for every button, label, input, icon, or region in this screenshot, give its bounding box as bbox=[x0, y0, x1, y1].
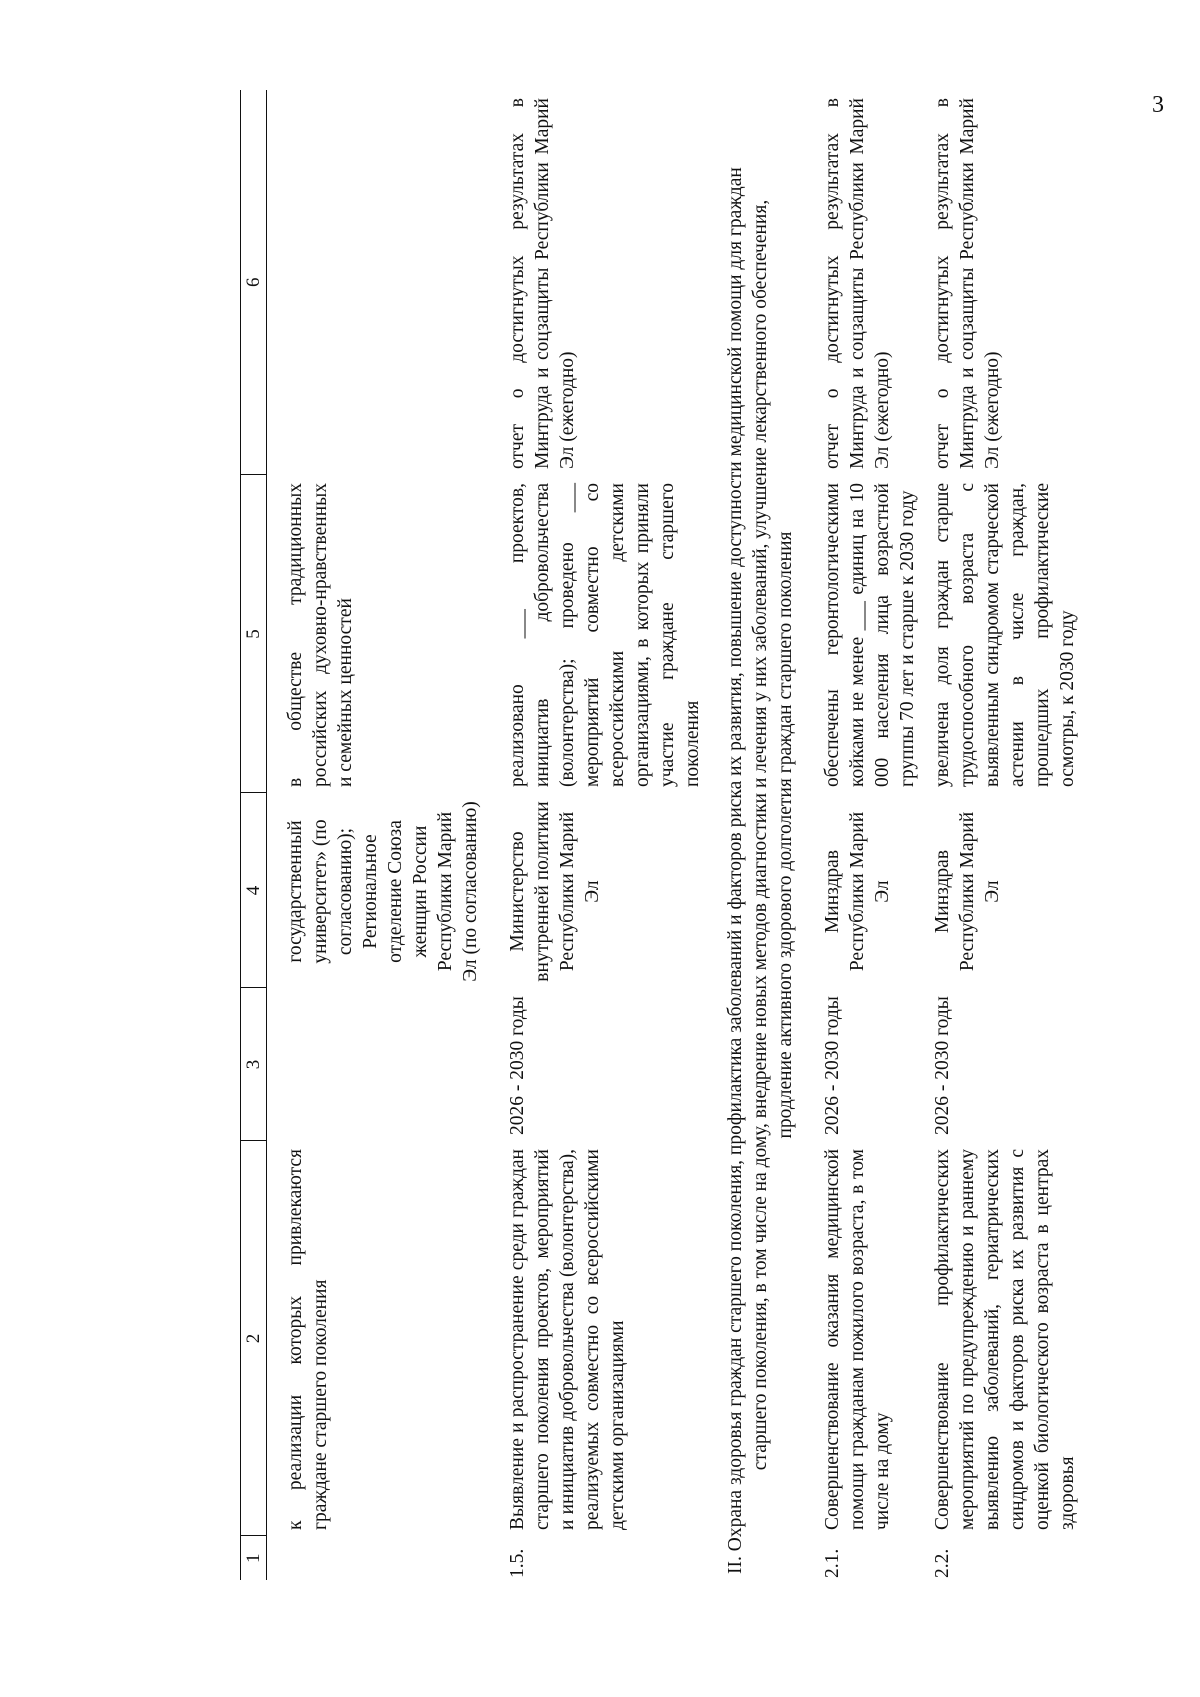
column-header-1: 1 bbox=[241, 1536, 267, 1580]
action-cell: Совершенствование оказания медицинской помощи гражданам пожилого возраста, в том числе на дому bbox=[822, 1149, 893, 1530]
result-cell: увеличена доля граждан старше трудоспособного возраста с выявленным синдромом старческой астении в числе граждан, прошедших профилактические осмотры, к 2030 году bbox=[932, 483, 1078, 787]
section-heading-line-1: II. Охрана здоровья граждан старшего поколения, профилактика заболеваний и факторов риска их развития, повышение доступности медицинской помощи для граждан bbox=[725, 167, 746, 1574]
result-cell: в обществе традиционных российских духовно-нравственных и семейных ценностей bbox=[285, 483, 356, 787]
period-cell: 2026 - 2030 годы bbox=[507, 996, 528, 1135]
table-row bbox=[483, 90, 705, 1580]
action-cell: Совершенствование профилактических мероприятий по предупреждению и раннему выявлению заболеваний, гериатрических синдромов и факторов риска их развития с оценкой биологического возраста в центрах здоровья bbox=[932, 1149, 1078, 1530]
column-header-6: 6 bbox=[241, 90, 267, 475]
executor-cell: государственный университет» (по согласованию); Региональное отделение Союза женщин России Республики Марий Эл (по согласованию) bbox=[285, 801, 481, 982]
period-cell: 2026 - 2030 годы bbox=[932, 996, 953, 1135]
section-heading bbox=[705, 90, 810, 1580]
report-cell bbox=[267, 90, 484, 475]
row-number bbox=[267, 1536, 484, 1580]
action-plan-table bbox=[240, 90, 1080, 1580]
row-number: 1.5. bbox=[507, 1548, 528, 1578]
column-header-5: 5 bbox=[241, 475, 267, 793]
row-number: 2.2. bbox=[932, 1548, 953, 1578]
column-header-4: 4 bbox=[241, 793, 267, 988]
section-heading-line-3: продление активного здорового долголетия граждан старшего поколения bbox=[775, 531, 796, 1139]
section-heading-line-2: старшего поколения, в том числе на дому, внедрение новых методов диагностики и лечения у них заболеваний, улучшение лекарственного обеспечения, bbox=[750, 199, 771, 1471]
result-cell: реализовано ___ проектов, инициатив добровольчества (волонтерства); проведено ___ мероприятий совместно со всероссийскими детскими организациями, в которых приняли участие граждане старшего поколения bbox=[507, 483, 703, 787]
report-cell: отчет о достигнутых результатах в Минтруда и соцзащиты Республики Марий Эл (ежегодно) bbox=[507, 98, 578, 469]
table-header-row bbox=[241, 90, 267, 1580]
report-cell: отчет о достигнутых результатах в Минтруда и соцзащиты Республики Марий Эл (ежегодно) bbox=[822, 98, 893, 469]
section-heading-row bbox=[705, 90, 810, 1580]
action-cell: к реализации которых привлекаются граждане старшего поколения bbox=[285, 1149, 331, 1530]
page-number: 3 bbox=[1152, 92, 1164, 118]
executor-cell: Минздрав Республики Марий Эл bbox=[932, 811, 1003, 972]
result-cell: обеспечены геронтологическими койками не менее ___ единиц на 10 000 населения лица возрастной группы 70 лет и старше к 2030 году bbox=[822, 483, 918, 787]
table-row bbox=[267, 90, 484, 1580]
executor-cell: Министерство внутренней политики Республики Марий Эл bbox=[507, 801, 603, 982]
rotated-table-sheet bbox=[240, 90, 1078, 1580]
action-cell: Выявление и распространение среди граждан старшего поколения проектов, мероприятий и инициатив добровольчества (волонтерства), реализуемых совместно со всероссийскими детскими организациями bbox=[507, 1149, 628, 1530]
report-cell: отчет о достигнутых результатах в Минтруда и соцзащиты Республики Марий Эл (ежегодно) bbox=[932, 98, 1003, 469]
column-header-2: 2 bbox=[241, 1141, 267, 1536]
row-number: 2.1. bbox=[822, 1548, 843, 1578]
column-header-3: 3 bbox=[241, 988, 267, 1141]
table-row bbox=[920, 90, 1080, 1580]
period-cell: 2026 - 2030 годы bbox=[822, 996, 843, 1135]
table-row bbox=[810, 90, 920, 1580]
period-cell bbox=[267, 988, 484, 1141]
executor-cell: Минздрав Республики Марий Эл bbox=[822, 811, 893, 972]
